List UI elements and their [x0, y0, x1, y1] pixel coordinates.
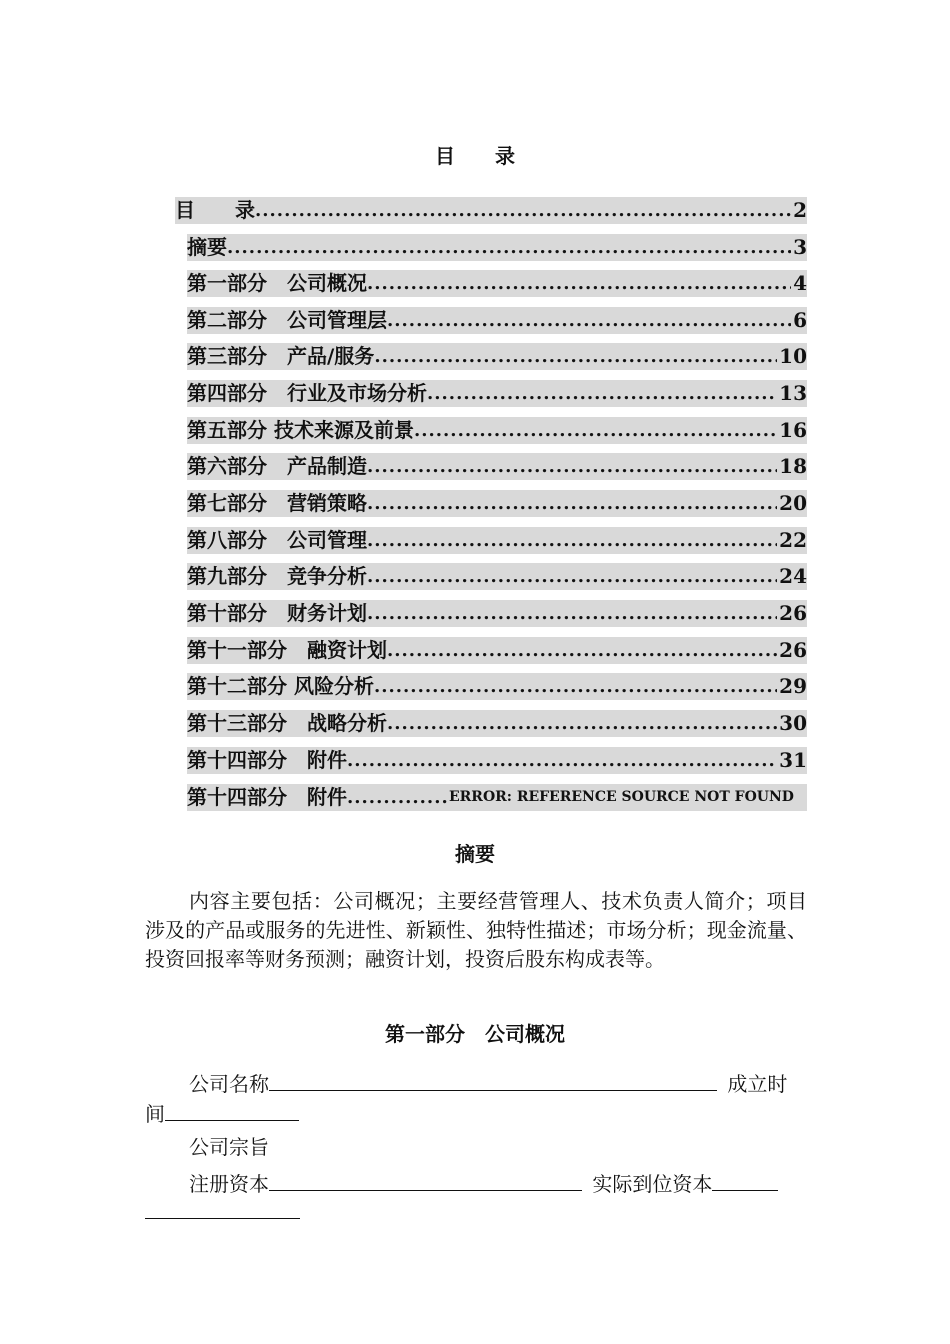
toc-entry-label: 第三部分 产品/服务: [187, 344, 375, 368]
company-name-field: [189, 1068, 787, 1099]
toc-entry[interactable]: [187, 490, 807, 517]
toc-leader-dots: [347, 747, 777, 774]
company-name-blank[interactable]: [269, 1068, 717, 1091]
reg-capital-blank[interactable]: [269, 1168, 582, 1191]
reg-capital-field: [189, 1168, 778, 1199]
toc-leader-dots: [374, 673, 777, 700]
toc-entry[interactable]: [187, 380, 807, 407]
toc-entry-label: 第六部分 产品制造: [187, 454, 367, 478]
founded-label: 成立时: [727, 1072, 788, 1096]
toc-entry-label: 第十三部分 战略分析: [187, 711, 387, 735]
toc-leader-dots: [387, 307, 791, 334]
toc-entry[interactable]: [187, 417, 807, 444]
purpose-field: [189, 1133, 269, 1162]
toc-entry-page: 26: [779, 638, 807, 662]
toc-entry-page: 2: [793, 198, 807, 222]
summary-heading: 摘要: [455, 842, 495, 866]
toc-entry[interactable]: [187, 747, 807, 774]
toc-entry-page: 20: [779, 491, 807, 515]
toc-entry-page: 30: [779, 711, 807, 735]
toc-leader-dots: [367, 600, 777, 627]
toc-entry-page: 6: [793, 308, 807, 332]
toc-entry-label: 目 录: [175, 198, 255, 222]
toc-heading: 目 录: [435, 144, 515, 168]
toc-entry-page: 31: [779, 748, 807, 772]
toc-entry-page: 13: [779, 381, 807, 405]
toc-entry-page: 3: [793, 235, 807, 259]
paid-capital-cont: [145, 1196, 300, 1227]
toc-entry[interactable]: [187, 307, 807, 334]
toc-entry-label: 第十二部分 风险分析: [187, 674, 374, 698]
summary-paragraph: 内容主要包括：公司概况；主要经营管理人、技术负责人简介；项目涉及的产品或服务的先进性、新颖性、独特性描述；市场分析；现金流量、投资回报率等财务预测；融资计划，投资后股东构成表等。: [145, 889, 807, 971]
toc-leader-dots: [367, 563, 777, 590]
reg-capital-label: 注册资本: [189, 1172, 269, 1196]
toc-leader-dots: [367, 527, 777, 554]
toc-entry-label: 第十部分 财务计划: [187, 601, 367, 625]
toc-leader-dots: [414, 417, 777, 444]
toc-leader-dots: [427, 380, 777, 407]
toc-entry[interactable]: [187, 710, 807, 737]
toc-entry-page: ERROR: REFERENCE SOURCE NOT FOUND: [449, 789, 794, 805]
toc-entry-page: 26: [779, 601, 807, 625]
paid-capital-label: 实际到位资本: [592, 1172, 713, 1196]
toc-entry[interactable]: [187, 343, 807, 370]
toc-entry-page: 16: [779, 418, 807, 442]
toc-entry-label: 摘要: [187, 235, 227, 259]
toc-entry-page: 24: [779, 564, 807, 588]
toc-entry-page: 22: [779, 528, 807, 552]
toc-entry[interactable]: [175, 197, 807, 224]
founded-field: [145, 1098, 299, 1129]
toc-entry-label: 第一部分 公司概况: [187, 271, 367, 295]
toc-leader-dots: [387, 637, 777, 664]
toc-leader-dots: [347, 784, 447, 811]
toc-entry-label: 第八部分 公司管理: [187, 528, 367, 552]
founded-label-cont: 间: [145, 1102, 165, 1126]
toc-entry-label: 第十四部分 附件: [187, 748, 347, 772]
toc-entry-page: 10: [779, 344, 807, 368]
toc-entry-error[interactable]: [187, 784, 807, 811]
toc-leader-dots: [367, 270, 791, 297]
toc-entry-label: 第四部分 行业及市场分析: [187, 381, 427, 405]
toc-leader-dots: [367, 490, 777, 517]
toc-entry[interactable]: [187, 234, 807, 261]
toc-entry-label: 第十四部分 附件: [187, 785, 347, 809]
toc-entry-label: 第九部分 竞争分析: [187, 564, 367, 588]
toc-entry-label: 第五部分 技术来源及前景: [187, 418, 414, 442]
toc-entry-label: 第七部分 营销策略: [187, 491, 367, 515]
toc-entry[interactable]: [187, 453, 807, 480]
toc-leader-dots: [367, 453, 777, 480]
toc-entry[interactable]: [187, 600, 807, 627]
paid-capital-blank-cont[interactable]: [145, 1196, 300, 1219]
toc-leader-dots: [255, 197, 791, 224]
toc-entry-page: 29: [779, 674, 807, 698]
toc-entry[interactable]: [187, 563, 807, 590]
toc-entry[interactable]: [187, 527, 807, 554]
purpose-label: 公司宗旨: [189, 1135, 269, 1159]
toc-leader-dots: [387, 710, 777, 737]
toc-entry-label: 第二部分 公司管理层: [187, 308, 387, 332]
paid-capital-blank[interactable]: [712, 1168, 778, 1191]
toc-entry-page: 18: [779, 454, 807, 478]
founded-blank[interactable]: [165, 1098, 299, 1121]
toc-entry-label: 第十一部分 融资计划: [187, 638, 387, 662]
toc-entry[interactable]: [187, 673, 807, 700]
part1-heading: 第一部分 公司概况: [385, 1022, 565, 1046]
company-name-label: 公司名称: [189, 1072, 269, 1096]
toc-entry[interactable]: [187, 270, 807, 297]
toc-entry-page: 4: [793, 271, 807, 295]
toc-leader-dots: [227, 234, 791, 261]
toc-leader-dots: [374, 343, 777, 370]
toc-entry[interactable]: [187, 637, 807, 664]
